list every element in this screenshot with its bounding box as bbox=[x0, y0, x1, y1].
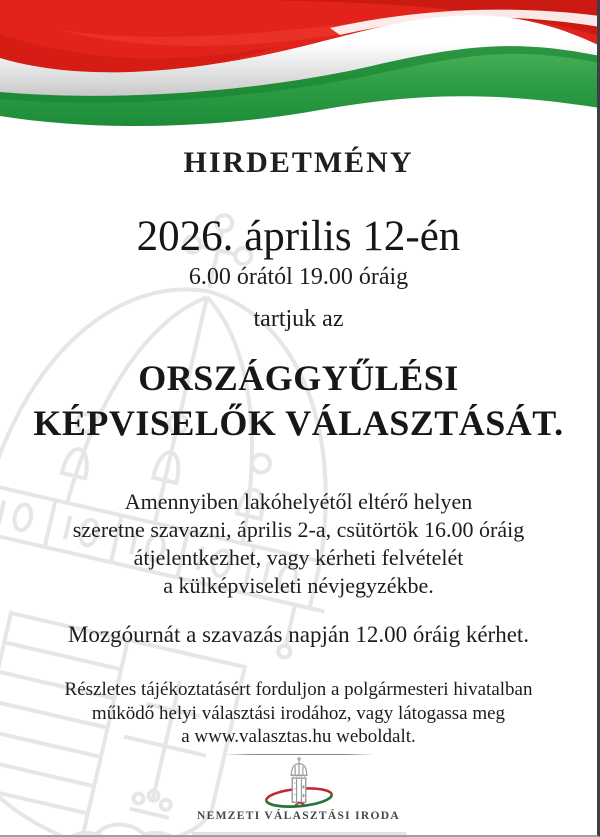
footer-divider bbox=[224, 754, 374, 755]
headline-line-2: KÉPVISELŐK VÁLASZTÁSÁT. bbox=[33, 403, 564, 443]
election-headline bbox=[0, 356, 597, 446]
voting-hours: 6.00 órától 19.00 óráig bbox=[188, 264, 409, 290]
transfer-info-paragraph bbox=[0, 488, 597, 600]
nvi-parliament-logo-icon bbox=[251, 757, 347, 811]
headline-line-1: ORSZÁGGYŰLÉSI bbox=[138, 358, 459, 398]
transfer-line: átjelentkezhet, vagy kérheti felvételét bbox=[133, 545, 464, 570]
transfer-line: a külképviseleti névjegyzékbe. bbox=[163, 573, 434, 598]
lead-in-text: tartjuk az bbox=[253, 306, 344, 332]
details-line: Részletes tájékoztatásért forduljon a polgármesteri hivatalban bbox=[64, 679, 533, 700]
poster-title: HIRDETMÉNY bbox=[183, 146, 414, 179]
transfer-line: Amennyiben lakóhelyétől eltérő helyen bbox=[124, 489, 473, 514]
cut-off-footer-text bbox=[191, 832, 406, 835]
details-paragraph bbox=[0, 678, 597, 749]
details-line: a www.valasztas.hu weboldalt. bbox=[181, 726, 416, 747]
organization-name: NEMZETI VÁLASZTÁSI IRODA bbox=[197, 810, 400, 822]
details-line: működő helyi választási irodához, vagy látogassa meg bbox=[91, 702, 506, 724]
transfer-line: szeretne szavazni, április 2-a, csütörtök 16.00 óráig bbox=[72, 517, 525, 542]
mobile-ballot-line: Mozgóurnát a szavazás napján 12.00 óráig kérhet. bbox=[67, 622, 530, 647]
election-date: 2026. április 12-én bbox=[136, 213, 461, 260]
